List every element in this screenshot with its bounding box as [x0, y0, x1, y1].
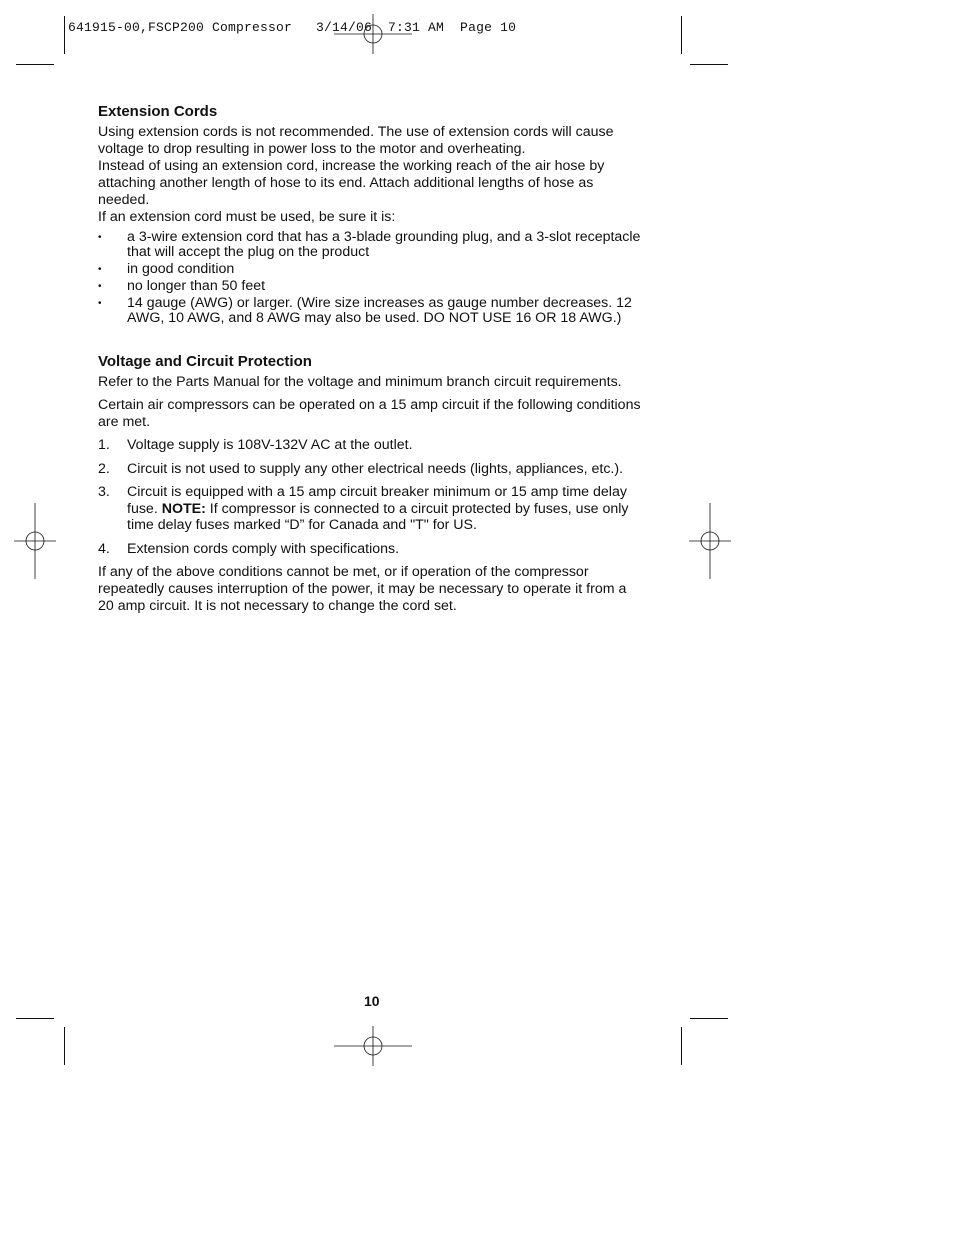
list-item: • no longer than 50 feet: [98, 278, 266, 294]
list-item: 4. Extension cords comply with specifications.: [98, 540, 400, 557]
bullet-icon: •: [98, 232, 102, 243]
list-item: • a 3-wire extension cord that has a 3-blade grounding plug, and a 3-slot receptacle that will accept the plug on the product: [98, 229, 641, 260]
list-item: 1. Voltage supply is 108V-132V AC at the outlet.: [98, 437, 413, 453]
page-content: [98, 102, 646, 615]
circuit-conditions-list: [98, 437, 646, 557]
bullet-icon: •: [98, 298, 102, 309]
list-item: • 14 gauge (AWG) or larger. (Wire size increases as gauge number decreases. 12 AWG, 10 AWG, and 8 AWG may also be used. DO NOT USE 16 OR 18 AWG.): [98, 295, 632, 326]
registration-mark-bottom-icon: [334, 1026, 412, 1066]
list-item: • in good condition: [98, 261, 235, 277]
extension-cords-paragraph-3: If an extension cord must be used, be sure it is:: [98, 209, 396, 225]
printer-slug: 641915-00,FSCP200 Compressor 3/14/06 7:31 AM Page 10: [68, 20, 517, 35]
registration-mark-left-icon: [14, 503, 56, 579]
note-label: NOTE:: [161, 500, 206, 517]
list-item: 2. Circuit is not used to supply any other electrical needs (lights, appliances, etc.).: [98, 460, 624, 477]
bullet-icon: •: [98, 264, 102, 275]
voltage-circuit-section: [98, 352, 646, 615]
crop-mark-bottom-left-horizontal: [16, 1018, 54, 1019]
crop-mark-top-left-horizontal: [16, 64, 54, 65]
registration-mark-right-icon: [689, 503, 731, 579]
bullet-icon: •: [98, 281, 102, 292]
list-item: 3. Circuit is equipped with a 15 amp circuit breaker minimum or 15 amp time delay fuse. NOTE: If compressor is connected to a circuit protected by fuses, use only time delay fuses marked “D” for Canada and "T" for US.: [98, 484, 629, 533]
registration-mark-top-icon: [334, 14, 412, 54]
crop-mark-bottom-right-vertical: [681, 1027, 682, 1065]
voltage-paragraph-2: Certain air compressors can be operated on a 15 amp circuit if the following conditions are met.: [98, 397, 641, 430]
page-number: 10: [364, 993, 380, 1009]
crop-mark-top-right-vertical: [681, 16, 682, 54]
voltage-circuit-heading: Voltage and Circuit Protection: [98, 353, 312, 370]
crop-mark-top-left-vertical: [64, 16, 65, 54]
crop-mark-top-right-horizontal: [690, 64, 728, 65]
extension-cord-requirements-list: [98, 230, 646, 326]
voltage-paragraph-1: Refer to the Parts Manual for the voltage and minimum branch circuit requirements.: [98, 374, 622, 390]
extension-cords-paragraph-1: Using extension cords is not recommended. The use of extension cords will cause voltage to drop resulting in power loss to the motor and overheating.: [98, 124, 614, 157]
crop-mark-bottom-right-horizontal: [690, 1018, 728, 1019]
extension-cords-section: [98, 102, 646, 326]
extension-cords-heading: Extension Cords: [98, 103, 218, 120]
voltage-paragraph-3: If any of the above conditions cannot be met, or if operation of the compressor repeatedly causes interruption of the power, it may be necessary to operate it from a 20 amp circuit. It is not necessary to change the cord set.: [98, 564, 627, 614]
extension-cords-paragraph-2: Instead of using an extension cord, increase the working reach of the air hose by attaching another length of hose to its end. Attach additional lengths of hose as needed.: [98, 158, 605, 208]
crop-mark-bottom-left-vertical: [64, 1027, 65, 1065]
